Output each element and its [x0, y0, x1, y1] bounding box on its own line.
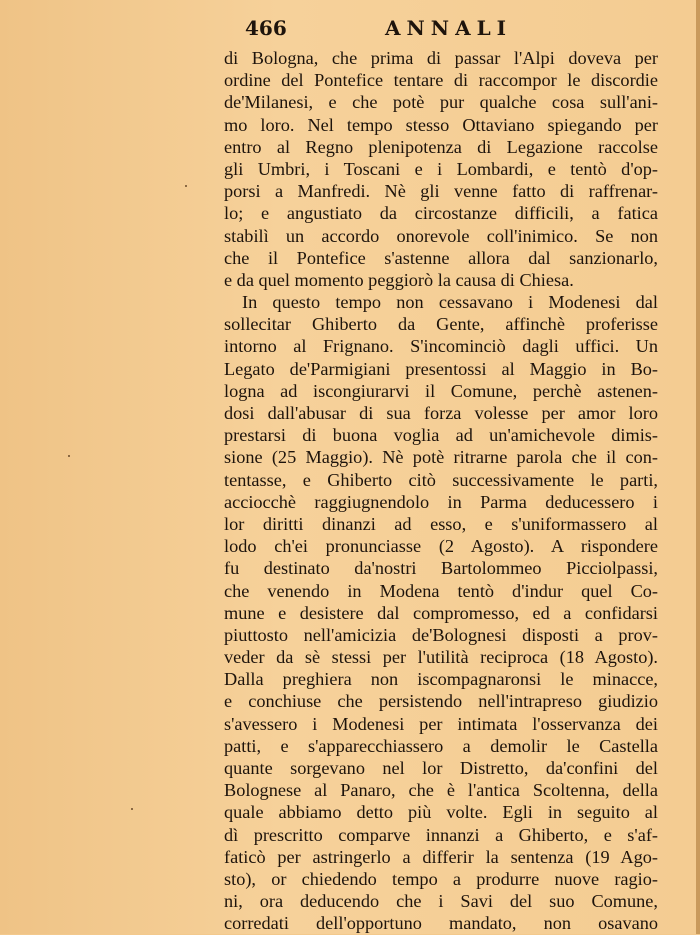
text-line: che il Pontefice s'astenne allora dal sanzionarlo, — [224, 247, 658, 268]
page-header — [245, 16, 675, 50]
page-edge — [696, 0, 700, 934]
text-line: quale abbiamo detto più volte. Egli in seguito al — [224, 802, 658, 823]
text-line: sione (25 Maggio). Nè potè ritrarne parola che il con- — [224, 447, 658, 468]
text-line: piuttosto nell'amicizia de'Bolognesi disposti a prov- — [224, 624, 658, 645]
text-line: prestarsi di buona voglia ad un'amichevole dimis- — [224, 425, 658, 446]
text-line: dì prescritto comparve innanzi a Ghiberto, e s'af- — [224, 824, 658, 845]
text-line: Bolognese al Panaro, che è l'antica Scoltenna, della — [224, 780, 658, 801]
text-line: logna ad iscongiurarvi il Comune, perchè astenen- — [224, 380, 658, 401]
text-line: intorno al Frignano. S'incominciò dagli uffici. Un — [224, 336, 658, 357]
text-line: e conchiuse che persistendo nell'intrapreso giudizio — [224, 691, 658, 712]
text-line: sollecitar Ghiberto da Gente, affinchè proferisse — [224, 314, 658, 335]
text-line: In questo tempo non cessavano i Modenesi dal — [242, 292, 658, 313]
paper-speck — [131, 808, 133, 810]
text-line: ni, ora deducendo che i Savi del suo Comune, — [224, 891, 658, 912]
text-line: tentasse, e Ghiberto citò successivamente le parti, — [224, 469, 658, 490]
text-line: corredati dell'opportuno mandato, non osavano — [224, 913, 658, 934]
text-line: fu destinato da'nostri Bartolommeo Picciolpassi, — [224, 558, 658, 579]
text-line: faticò per astringerlo a differir la sentenza (19 Ago- — [224, 846, 658, 867]
text-line: Legato de'Parmigiani presentossi al Maggio in Bo- — [224, 358, 658, 379]
paper-speck — [68, 455, 70, 457]
text-line: lo; e angustiato da circostanze difficili, a fatica — [224, 203, 658, 224]
text-line: e da quel momento peggiorò la causa di Chiesa. — [224, 269, 574, 290]
text-line: acciocchè raggiugnendolo in Parma deducessero i — [224, 491, 658, 512]
text-line: sto), or chiedendo tempo a produrre nuove ragio- — [224, 868, 658, 889]
text-line: quante sorgevano nel lor Distretto, da'confini del — [224, 758, 658, 778]
text-line: veder da sè stessi per l'utilità reciproca (18 Agosto). — [224, 647, 658, 668]
text-line: Dalla preghiera non iscompagnaronsi le minacce, — [224, 669, 658, 690]
text-line: lor diritti dinanzi ad esso, e s'uniformassero al — [224, 513, 658, 534]
running-title: ANNALI — [385, 16, 513, 40]
page-number: 466 — [245, 16, 287, 40]
text-line: de'Milanesi, e che potè pur qualche cosa sull'ani- — [224, 92, 658, 113]
text-line: ordine del Pontefice tentare di raccompor le discordie — [224, 70, 658, 91]
text-line: mune e desistere dal compromesso, ed a confidarsi — [224, 602, 658, 623]
text-line: di Bologna, che prima di passar l'Alpi doveva per — [224, 48, 658, 68]
text-line: gli Umbri, i Toscani e i Lombardi, e tentò d'op- — [224, 158, 658, 179]
text-line: entro al Regno plenipotenza di Legazione raccolse — [224, 136, 658, 157]
text-line: che venendo in Modena tentò d'indur quel Co- — [224, 580, 658, 601]
text-line: s'avessero i Modenesi per intimata l'osservanza dei — [224, 713, 658, 734]
text-line: lodo ch'ei pronunciasse (2 Agosto). A rispondere — [224, 536, 658, 557]
text-line: porsi a Manfredi. Nè gli venne fatto di raffrenar- — [224, 181, 658, 202]
text-line: dosi dall'abusar di sua forza volesse per amor loro — [224, 403, 658, 423]
body-text — [224, 47, 658, 935]
text-line: patti, e s'apparecchiassero a demolir le Castella — [224, 735, 658, 756]
text-line: mo loro. Nel tempo stesso Ottaviano spiegando per — [224, 114, 658, 135]
text-line: stabilì un accordo onorevole coll'inimico. Se non — [224, 225, 658, 246]
paper-speck — [185, 185, 187, 187]
